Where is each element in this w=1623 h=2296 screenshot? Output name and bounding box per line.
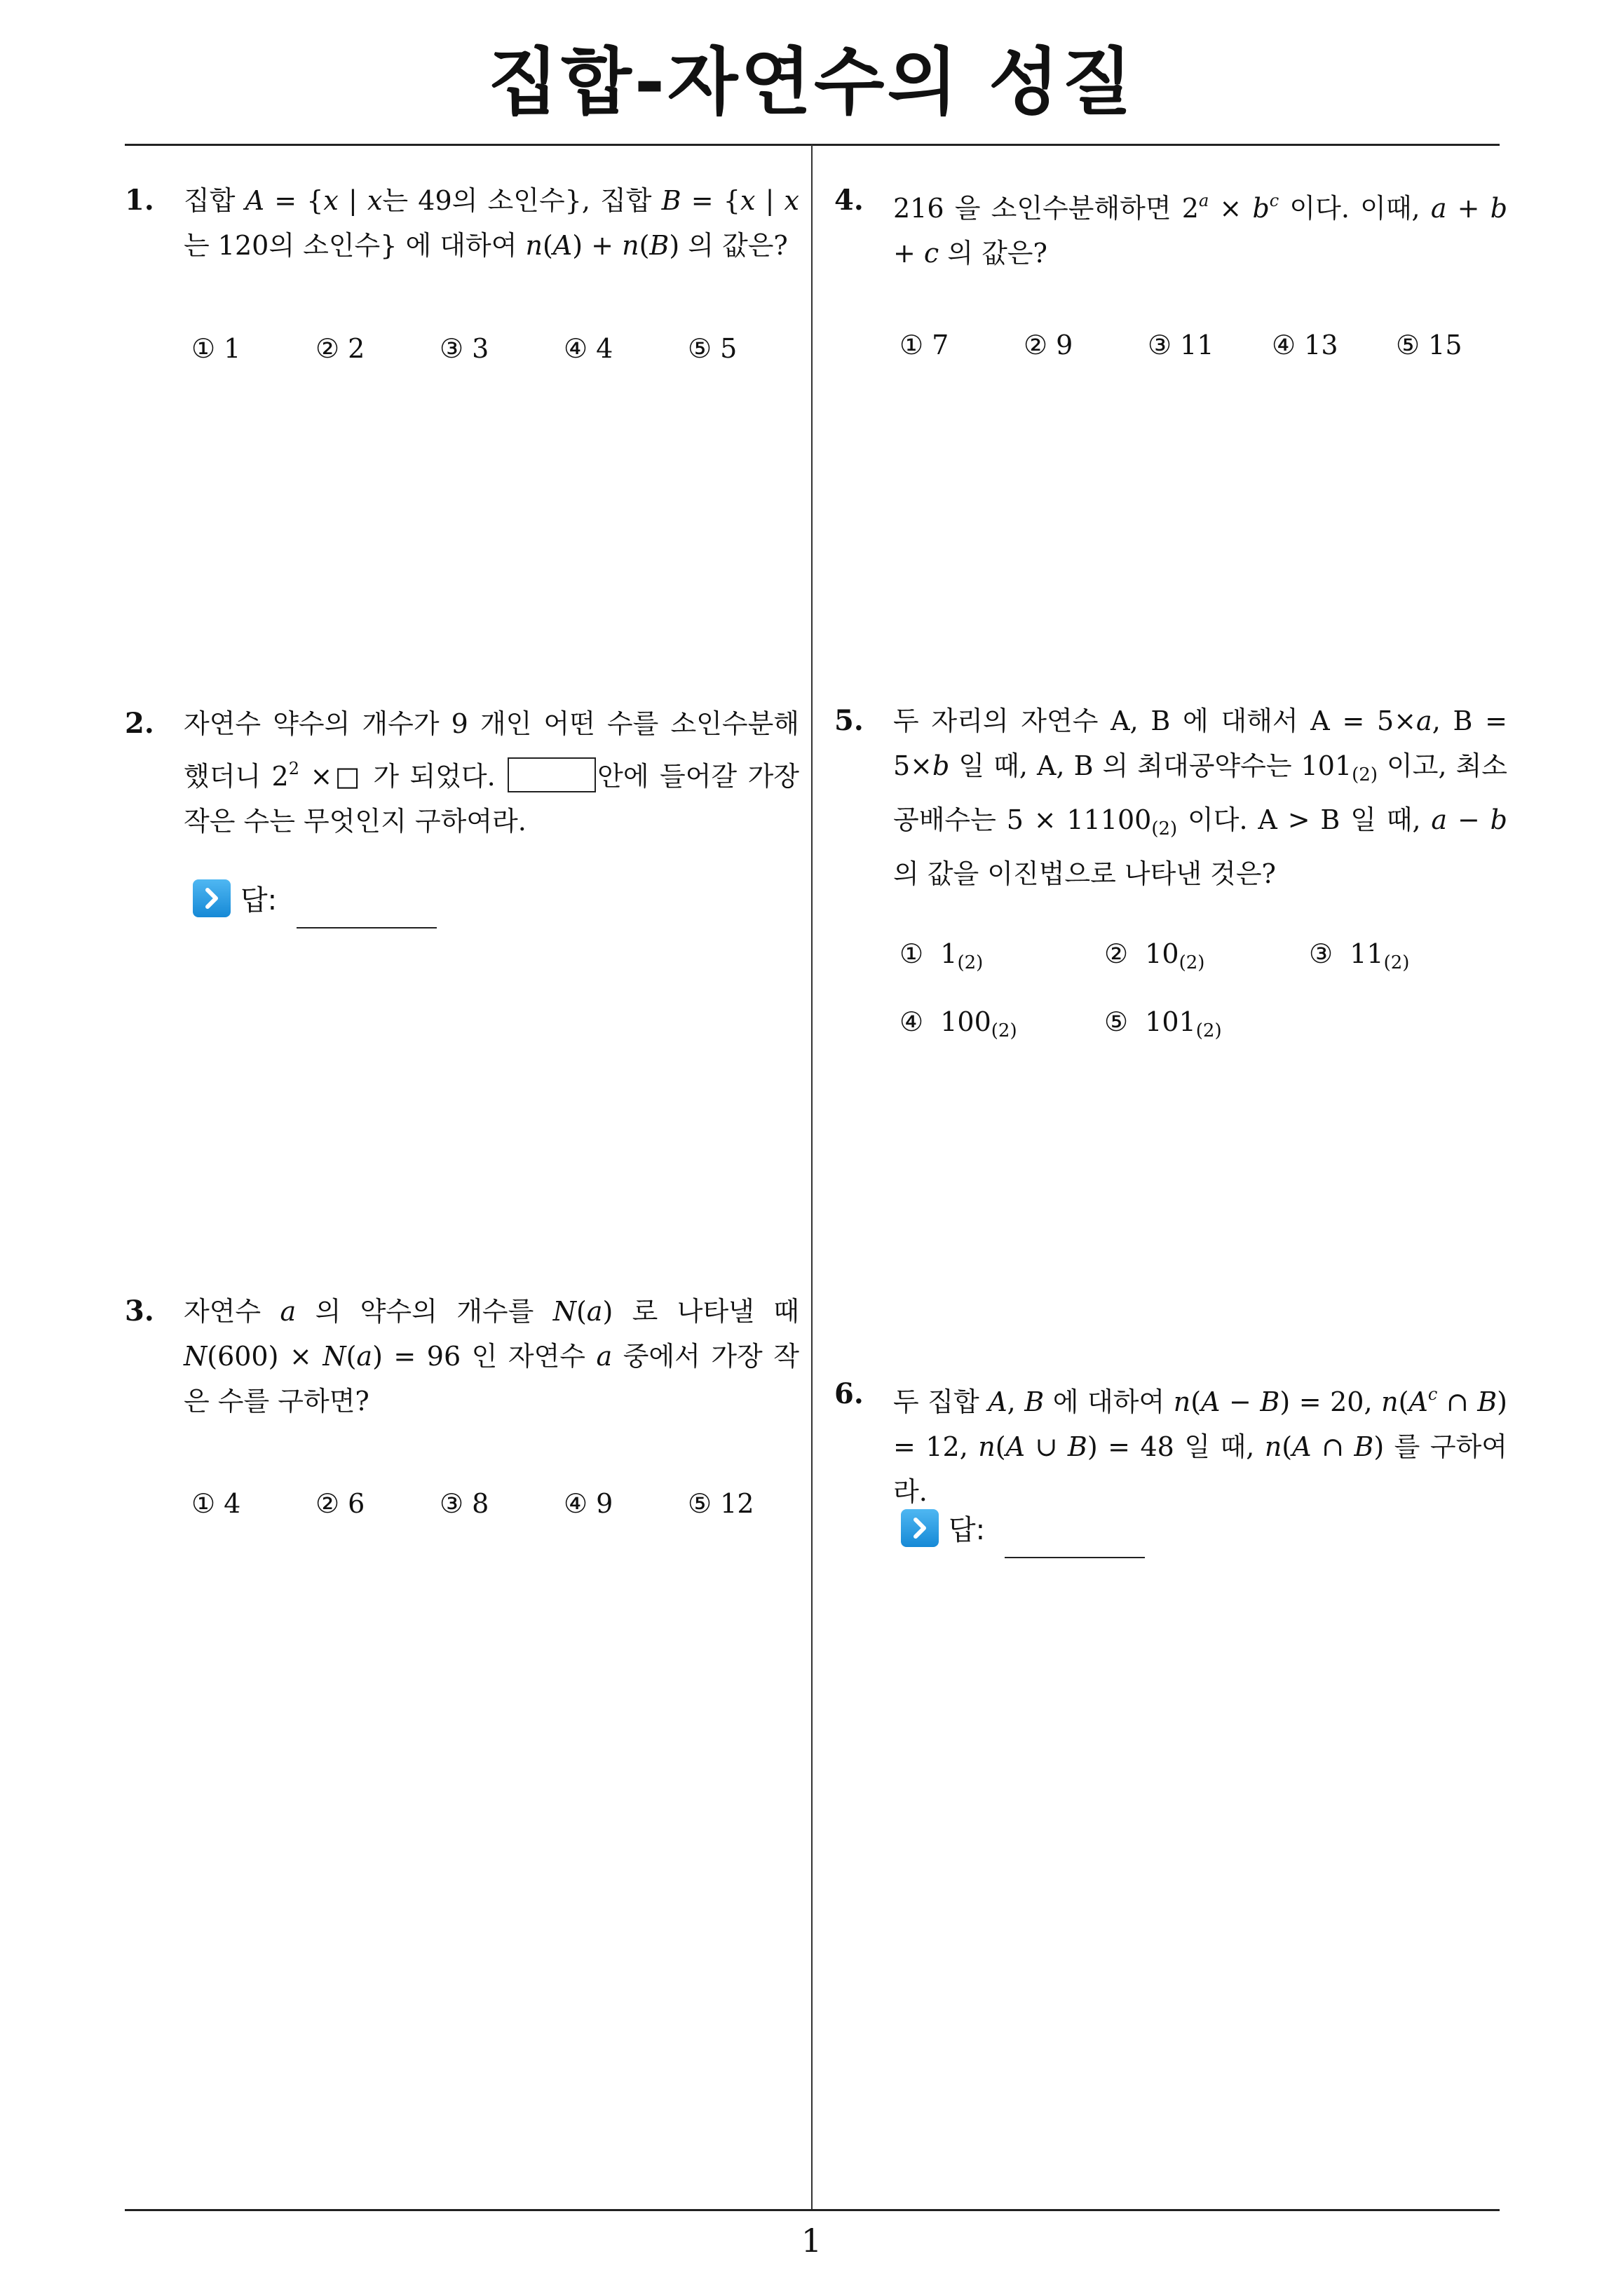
choice-3[interactable]: ③ 8 — [440, 1488, 489, 1519]
choice-4[interactable]: ④ 4 — [564, 333, 613, 364]
column-divider — [811, 144, 813, 2210]
choice-3[interactable]: ③ 3 — [440, 333, 489, 364]
choice-2[interactable]: ② 9 — [1024, 330, 1073, 360]
problem-number: 2. — [125, 707, 154, 740]
page-title: 집합-자연수의 성질 — [487, 39, 1136, 125]
arrow-right-icon — [193, 879, 231, 917]
choice-2[interactable]: ② $10_{(2)}$ — [1104, 938, 1205, 973]
problem-stem: 자연수 a 의 약수의 개수를 N(a) 로 나타낼 때 N(600) × N(a) = 96 인 자연수 a 중에서 가장 작은 수를 구하면? — [184, 1296, 799, 1417]
problem-number: 4. — [834, 184, 864, 217]
problem-number: 6. — [834, 1377, 864, 1410]
answer-field[interactable] — [193, 879, 445, 943]
answer-label: 답: — [949, 1514, 986, 1546]
choice-5[interactable]: ⑤ $101_{(2)}$ — [1104, 1006, 1222, 1041]
choice-2[interactable]: ② 2 — [315, 333, 365, 364]
answer-field[interactable] — [901, 1509, 1153, 1572]
page-number: 1 — [801, 2222, 822, 2260]
footer-rule — [125, 2209, 1500, 2211]
choice-4[interactable]: ④ 13 — [1272, 330, 1338, 360]
choice-1[interactable]: ① 4 — [191, 1488, 241, 1519]
answer-line[interactable] — [297, 927, 437, 928]
choice-3[interactable]: ③ 11 — [1148, 330, 1214, 360]
choice-4[interactable]: ④ 9 — [564, 1488, 613, 1519]
choice-5[interactable]: ⑤ 5 — [688, 333, 738, 364]
problem-stem: 자연수 약수의 개수가 9 개인 어떤 수를 소인수분해했더니 $2^2$ ×□ 가 되었다. 안에 들어갈 가장 작은 수는 무엇인지 구하여라. — [184, 708, 799, 837]
answer-label: 답: — [240, 884, 278, 917]
choice-1[interactable]: ① $1_{(2)}$ — [899, 938, 984, 973]
choice-3[interactable]: ③ $11_{(2)}$ — [1309, 938, 1410, 973]
blank-box — [508, 757, 596, 792]
problem-number: 3. — [125, 1295, 154, 1328]
problem-number: 1. — [125, 184, 154, 217]
problem-number: 5. — [834, 704, 864, 737]
problem-stem: 집합 A = {x | x는 49의 소인수}, 집합 B = {x | x는 120의 소인수} 에 대하여 n(A) + n(B) 의 값은? — [184, 185, 799, 261]
choice-5[interactable]: ⑤ 15 — [1396, 330, 1462, 360]
choice-1[interactable]: ① 1 — [191, 333, 241, 364]
choice-2[interactable]: ② 6 — [315, 1488, 365, 1519]
choice-5[interactable]: ⑤ 12 — [688, 1488, 754, 1519]
problem-stem: 216 을 소인수분해하면 $2^a \times b^c$ 이다. 이때, a + b + c 의 값은? — [893, 191, 1508, 269]
problem-stem: 두 자리의 자연수 A, B 에 대해서 A = 5×a, B = 5×b 일 때, A, B 의 최대공약수는 $101_{(2)}$ 이고, 최소공배수는 $5 \times 11100_{(2)}$ 이다. A > B 일 때, a − b 의 값을 이진법으로 나타낸 것은? — [893, 705, 1507, 889]
arrow-right-icon — [901, 1509, 939, 1547]
choice-1[interactable]: ① 7 — [899, 330, 949, 360]
answer-line[interactable] — [1005, 1557, 1145, 1558]
choice-4[interactable]: ④ $100_{(2)}$ — [899, 1006, 1017, 1041]
problem-stem: 두 집합 A, B 에 대하여 n(A − B) = 20, $n(A^c$ ∩ B) = 12, n(A ∪ B) = 48 일 때, n(A ∩ B) 를 구하여라. — [893, 1384, 1508, 1507]
